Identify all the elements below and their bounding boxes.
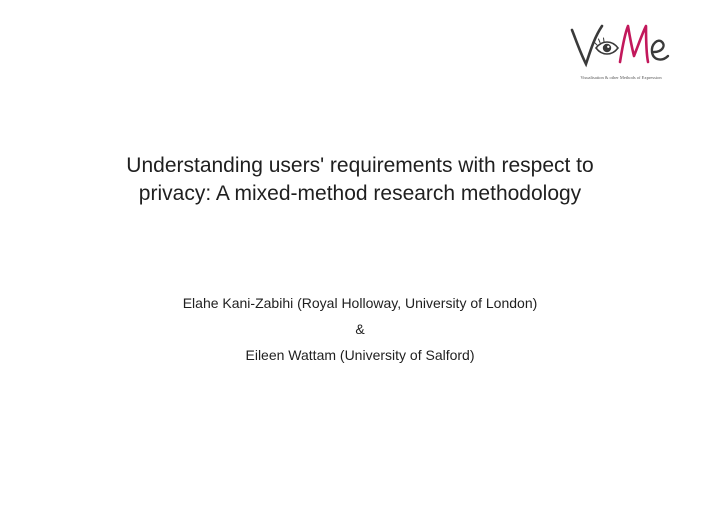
- author-2: Eileen Wattam (University of Salford): [245, 347, 475, 363]
- vome-logo: [566, 16, 676, 86]
- vome-logo-mark: [566, 16, 676, 76]
- author-1: Elahe Kani-Zabihi (Royal Holloway, University of London): [182, 295, 538, 311]
- logo-tagline: Visualisation & other Methods of Expression: [580, 75, 662, 80]
- title-line-2: privacy: A mixed-method research methodology: [138, 182, 582, 205]
- author-separator: &: [355, 321, 365, 337]
- title-line-1: Understanding users' requirements with respect to: [126, 154, 594, 177]
- slide-title: [60, 152, 660, 208]
- author-block: [60, 290, 660, 368]
